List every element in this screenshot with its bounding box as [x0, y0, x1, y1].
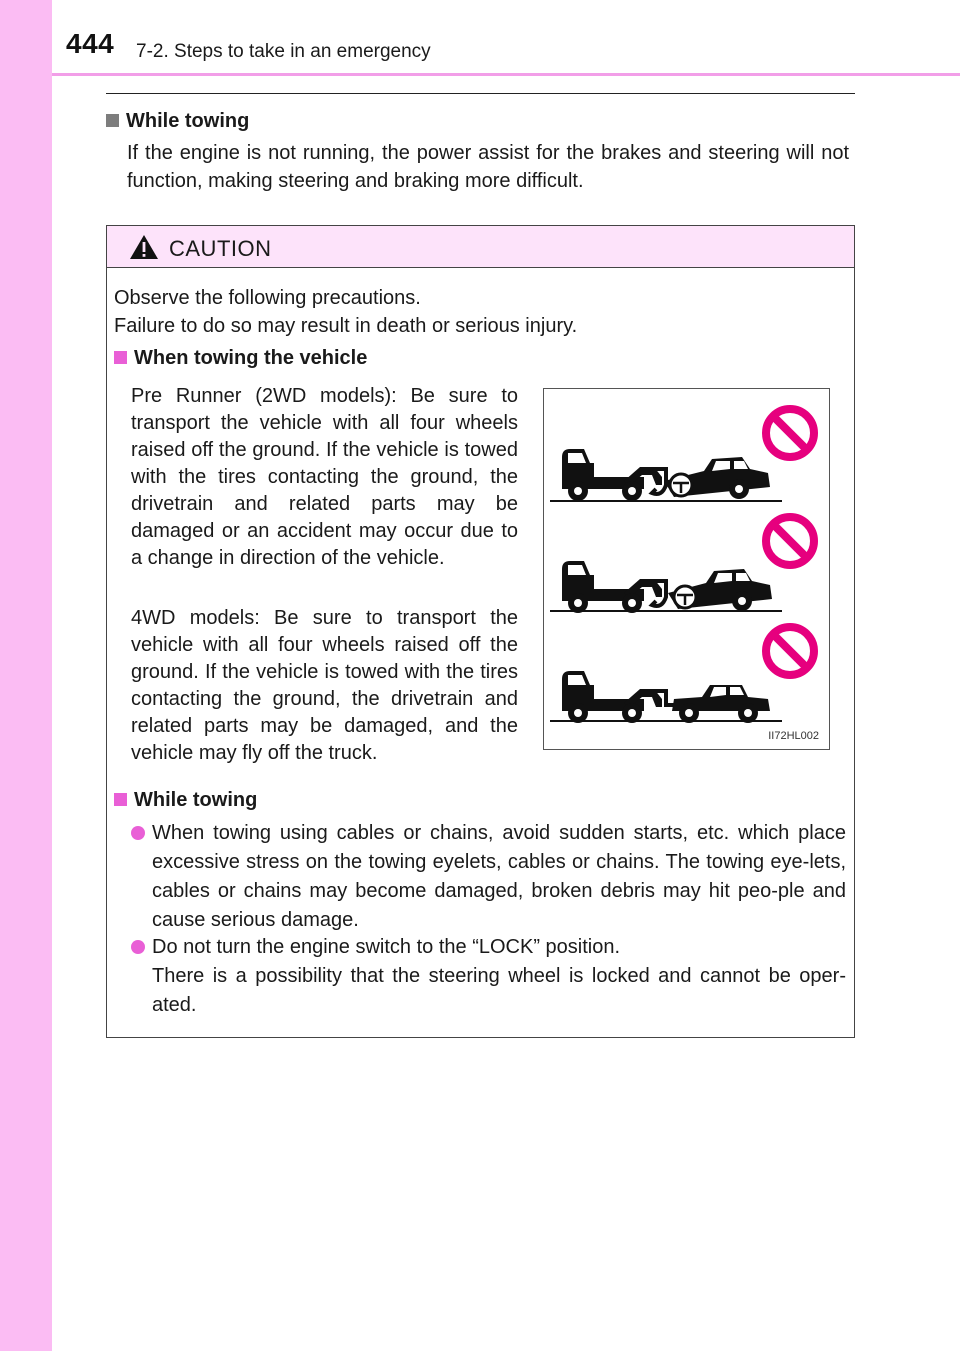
bullet-item-1 — [131, 819, 846, 935]
pink-square-bullet-icon — [114, 793, 127, 806]
bullet-text-2-continued: There is a possibility that the steering wheel is locked and cannot be oper-ated. — [152, 965, 846, 1016]
figure-code: II72HL002 — [768, 730, 819, 742]
caution-line-2: Failure to do so may result in death or serious injury. — [114, 315, 578, 337]
towing-illustration — [543, 388, 830, 750]
gray-square-bullet-icon — [106, 114, 119, 127]
bullet-item-2 — [131, 933, 846, 1020]
intro-paragraph: If the engine is not running, the power assist for the brakes and steering will not function, making steering and braking more difficult. — [127, 142, 849, 192]
pink-circle-bullet-icon — [131, 940, 145, 954]
tow-scene-3 — [550, 627, 814, 723]
pink-circle-bullet-icon — [131, 826, 145, 840]
while-towing-heading — [114, 789, 257, 812]
intro-heading-text: While towing — [126, 110, 250, 132]
page-header — [52, 0, 960, 74]
caution-header — [107, 226, 854, 268]
pink-square-bullet-icon — [114, 351, 127, 364]
while-towing-heading-text: While towing — [134, 789, 258, 811]
bullet-text-1: When towing using cables or chains, avoid sudden starts, etc. which place excessive stress on the towing eyelets, cables or chains. The towing eye-lets, cables or chains may become damaged, broken debris may hit peo-ple and cause serious damage. — [152, 822, 846, 931]
warning-triangle-icon — [129, 234, 159, 260]
towing-paragraph-4wd: 4WD models: Be sure to transport the vehicle with all four wheels raised off the ground. If the vehicle is towed with the tires contacting the ground, the drivetrain and related parts may be damaged, and the vehicle may fly off the truck. — [131, 607, 518, 764]
tow-scene-1 — [550, 409, 814, 501]
caution-label: CAUTION — [169, 236, 272, 261]
tow-truck-illustration-icon — [544, 389, 829, 749]
section-divider — [106, 93, 855, 94]
intro-heading — [106, 110, 249, 133]
bullet-text-2: Do not turn the engine switch to the “LOCK” position. — [152, 936, 621, 958]
towing-paragraph-2wd: Pre Runner (2WD models): Be sure to transport the vehicle with all four wheels raised off the ground. If the vehicle is towed with the tires contacting the ground, the drivetrain and related parts may be damaged or an accident may occur due to a change in direction of the vehicle. — [131, 385, 518, 569]
margin-strip — [0, 0, 52, 1351]
header-rule — [52, 73, 960, 76]
caution-line-1: Observe the following precautions. — [114, 287, 421, 309]
towing-vehicle-heading-text: When towing the vehicle — [134, 347, 368, 369]
tow-scene-2 — [550, 517, 814, 613]
page-number: 444 — [66, 28, 115, 59]
section-title: 7-2. Steps to take in an emergency — [136, 41, 431, 62]
towing-vehicle-heading — [114, 347, 367, 370]
